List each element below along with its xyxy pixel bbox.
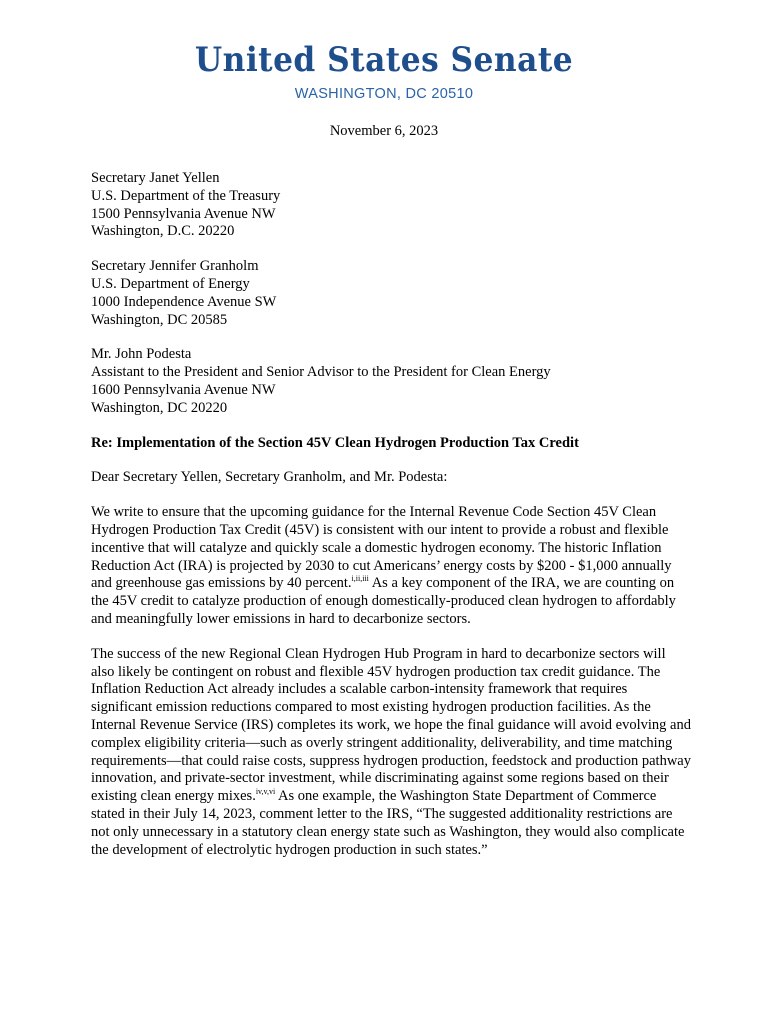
address-line: Assistant to the President and Senior Advisor to the President for Clean Energy [91,364,551,381]
paragraph-text: As a key component of the IRA, we are counting on the 45V credit to catalyze production of enough domestically-produced clean hydrogen to affordably and meaningfully lower emissions in hard to decarbonize sectors. [91,575,676,627]
address-line: Washington, DC 20220 [91,399,228,416]
address-line: 1500 Pennsylvania Avenue NW [91,205,276,222]
address-line: 1600 Pennsylvania Avenue NW [91,381,276,398]
paragraph-text: As one example, the Washington State Department of Commerce stated in their July 14, 2023, comment letter to the IRS, “The suggested additionality restrictions are not only unnecessary in a statutory clean energy state such as Washington, they would also complicate the development of electrolytic hydrogen production in such states.” [91,788,685,858]
salutation: Dear Secretary Yellen, Secretary Granholm, and Mr. Podesta: [91,469,448,486]
paragraph-text: We write to ensure that the upcoming guidance for the Internal Revenue Code Section 45V Clean Hydrogen Production Tax Credit (45V) is consistent with our intent to provide a robust and flexible incentive that will catalyze and quickly scale a domestic hydrogen economy. The historic Inflation Reduction Act (IRA) is projected by 2030 to cut Americans’ energy costs by $200 - $1,000 annually and greenhouse gas emissions by 40 percent. [91,504,672,592]
body-paragraph-1 [91,504,691,629]
letter-body [91,170,691,876]
address-line: Mr. John Podesta [91,346,192,363]
address-line: 1000 Independence Avenue SW [91,293,277,310]
address-line: Washington, DC 20585 [91,311,228,328]
address-line: U.S. Department of Energy [91,275,250,292]
subject-line: Re: Implementation of the Section 45V Clean Hydrogen Production Tax Credit [91,434,579,451]
address-line: Washington, D.C. 20220 [91,223,235,240]
senate-title: United States Senate [194,40,574,80]
letter-date: November 6, 2023 [329,123,439,139]
footnote-marker: iv,v,vi [255,787,276,797]
footnote-marker: i,ii,iii [351,574,369,584]
recipient-address-granholm [91,258,691,329]
recipient-address-podesta [91,346,691,417]
letterhead [0,40,768,102]
recipient-address-yellen [91,170,691,241]
senate-address: WASHINGTON, DC 20510 [294,86,474,102]
address-line: Secretary Jennifer Granholm [91,258,259,275]
address-line: Secretary Janet Yellen [91,170,220,186]
paragraph-text: The success of the new Regional Clean Hydrogen Hub Program in hard to decarbonize sectors will also likely be contingent on robust and flexible 45V hydrogen production tax credit guidance. The Inflation Reduction Act already includes a scalable carbon-intensity framework that requires significant emission reductions compared to most existing hydrogen production facilities. As the Internal Revenue Service (IRS) completes its work, we hope the final guidance will avoid evolving and complex eligibility criteria—such as overly stringent additionality, deliverability, and time matching requirements—that could raise costs, suppress hydrogen production, feedstock and production pathway innovation, and private-sector investment, while discriminating against some regions based on their existing clean energy mixes. [91,645,691,805]
body-paragraph-2 [91,646,691,860]
address-line: U.S. Department of the Treasury [91,187,281,204]
